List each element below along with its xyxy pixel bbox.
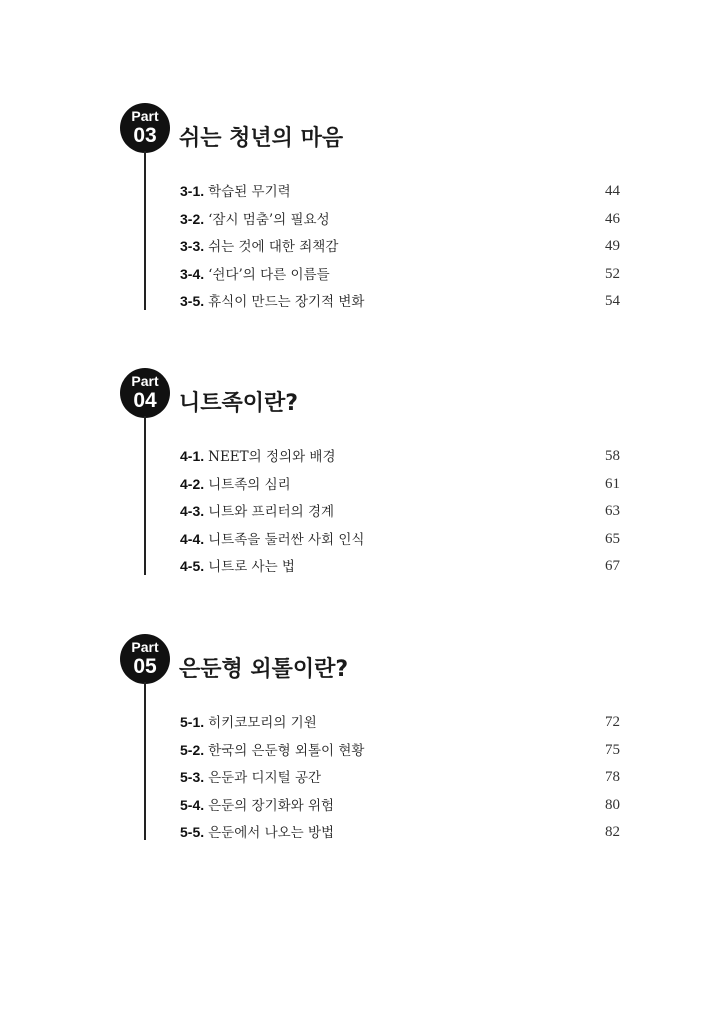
toc-item[interactable] bbox=[180, 179, 620, 207]
toc-item-number: 3-3. bbox=[180, 238, 205, 254]
toc-item-number: 4-5. bbox=[180, 558, 205, 574]
toc-item-number: 5-3. bbox=[180, 769, 205, 785]
toc-item[interactable] bbox=[180, 472, 620, 500]
toc-item-title: 한국의 은둔형 외톨이 현황 bbox=[208, 742, 365, 759]
toc-item-title: 은둔의 장기화와 위험 bbox=[208, 797, 335, 814]
toc-item[interactable] bbox=[180, 289, 620, 317]
toc-item-list bbox=[180, 710, 620, 848]
toc-item[interactable] bbox=[180, 499, 620, 527]
toc-item-page: 72 bbox=[605, 714, 620, 730]
toc-item[interactable] bbox=[180, 765, 620, 793]
toc-item-list bbox=[180, 179, 620, 317]
toc-item-title: 니트로 사는 법 bbox=[208, 559, 295, 575]
toc-item[interactable] bbox=[180, 444, 620, 472]
toc-item-number: 3-1. bbox=[180, 183, 205, 199]
part-badge-label: Part bbox=[131, 639, 159, 655]
part-badge-label: Part bbox=[131, 373, 159, 389]
toc-item-title: 은둔에서 나오는 방법 bbox=[208, 825, 335, 841]
part-divider-line bbox=[144, 682, 146, 840]
toc-item[interactable] bbox=[180, 554, 620, 582]
toc-item-page: 44 bbox=[605, 183, 620, 199]
toc-item-list bbox=[180, 444, 620, 582]
toc-item[interactable] bbox=[180, 262, 620, 290]
toc-item[interactable] bbox=[180, 207, 620, 235]
toc-item-title: 휴식이 만드는 장기적 변화 bbox=[208, 294, 365, 310]
toc-item-title: 은둔과 디지털 공간 bbox=[208, 770, 322, 786]
part-title: 니트족이란? bbox=[179, 391, 299, 416]
toc-item-page: 67 bbox=[605, 558, 620, 574]
toc-item-page: 58 bbox=[605, 448, 620, 464]
part-title: 은둔형 외톨이란? bbox=[179, 657, 349, 682]
toc-item-number: 5-4. bbox=[180, 796, 205, 813]
toc-item-number: 4-3. bbox=[180, 503, 205, 519]
toc-item-page: 49 bbox=[605, 238, 620, 254]
toc-item-number: 4-1. bbox=[180, 448, 205, 464]
toc-item-title: 학습된 무기력 bbox=[208, 184, 291, 200]
toc-item-title: 쉬는 것에 대한 죄책감 bbox=[208, 239, 339, 255]
toc-item-number: 4-2. bbox=[180, 475, 205, 492]
toc-item-title: NEET의 정의와 배경 bbox=[208, 449, 336, 465]
toc-item-title: 히키코모리의 기원 bbox=[208, 715, 317, 731]
part-badge-number: 04 bbox=[133, 389, 157, 412]
toc-item-number: 5-5. bbox=[180, 824, 205, 840]
toc-item-page: 52 bbox=[605, 265, 620, 282]
toc-item-number: 3-4. bbox=[180, 265, 205, 282]
toc-item-page: 65 bbox=[605, 530, 620, 547]
toc-item[interactable] bbox=[180, 234, 620, 262]
toc-item-page: 82 bbox=[605, 824, 620, 840]
toc-item-title: 니트족을 둘러싼 사회 인식 bbox=[208, 531, 365, 548]
toc-item[interactable] bbox=[180, 820, 620, 848]
part-badge-number: 03 bbox=[133, 124, 157, 147]
toc-item-page: 46 bbox=[605, 210, 620, 227]
toc-item-number: 3-2. bbox=[180, 210, 205, 227]
toc-item-page: 54 bbox=[605, 293, 620, 309]
toc-item-title: ‘쉰다’의 다른 이름들 bbox=[208, 266, 330, 283]
part-badge-number: 05 bbox=[133, 655, 157, 678]
toc-item[interactable] bbox=[180, 527, 620, 555]
toc-item-page: 80 bbox=[605, 796, 620, 813]
toc-item[interactable] bbox=[180, 793, 620, 821]
toc-item[interactable] bbox=[180, 710, 620, 738]
part-divider-line bbox=[144, 416, 146, 575]
toc-item-title: 니트족의 심리 bbox=[208, 476, 291, 493]
part-title: 쉬는 청년의 마음 bbox=[179, 126, 344, 151]
part-badge bbox=[120, 103, 170, 153]
part-badge bbox=[120, 368, 170, 418]
part-badge-label: Part bbox=[131, 108, 159, 124]
toc-item-title: 니트와 프리터의 경계 bbox=[208, 504, 335, 520]
toc-item[interactable] bbox=[180, 738, 620, 766]
toc-item-number: 3-5. bbox=[180, 293, 205, 309]
part-badge bbox=[120, 634, 170, 684]
toc-item-page: 75 bbox=[605, 741, 620, 758]
toc-item-page: 63 bbox=[605, 503, 620, 519]
toc-item-number: 5-2. bbox=[180, 741, 205, 758]
part-divider-line bbox=[144, 151, 146, 310]
toc-item-page: 78 bbox=[605, 769, 620, 785]
toc-item-title: ‘잠시 멈춤’의 필요성 bbox=[208, 211, 330, 228]
toc-item-page: 61 bbox=[605, 475, 620, 492]
toc-item-number: 4-4. bbox=[180, 530, 205, 547]
toc-item-number: 5-1. bbox=[180, 714, 205, 730]
